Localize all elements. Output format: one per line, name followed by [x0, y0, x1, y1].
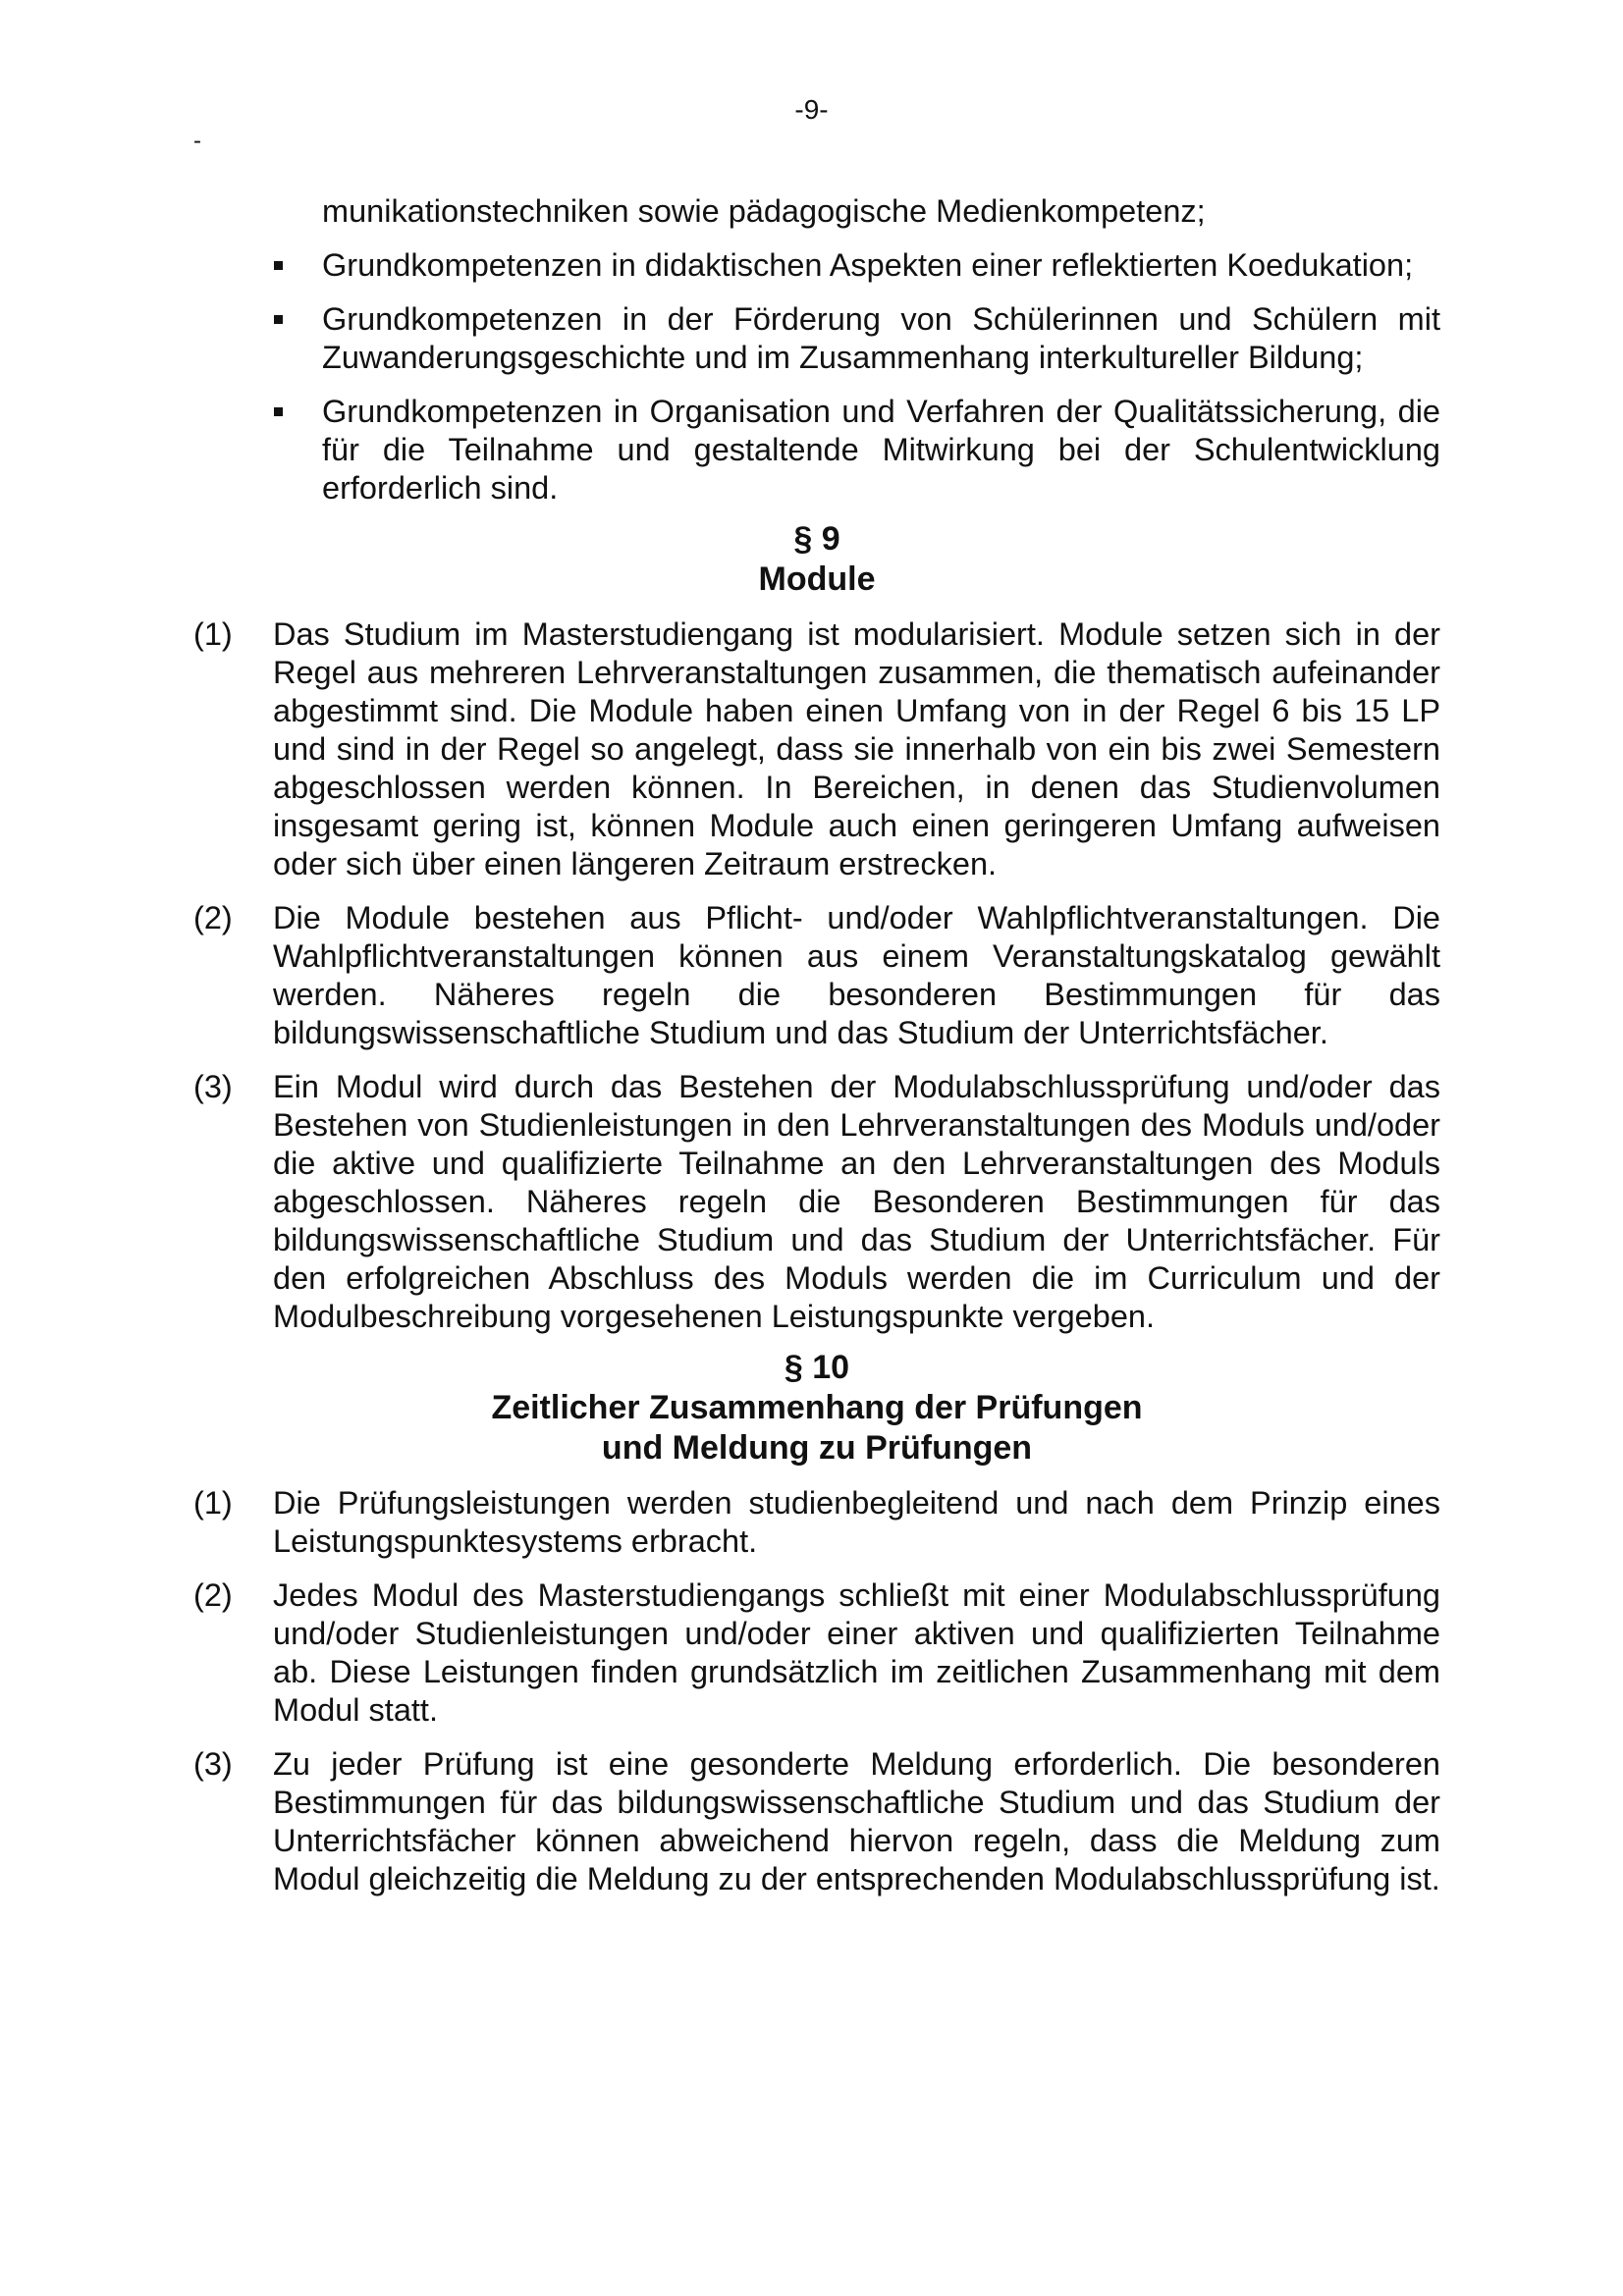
- paragraph-text: Zu jeder Prüfung ist eine gesonderte Meldung erforderlich. Die besonderen Bestimmungen für das bildungswissenschaftliche Studium und das Studium der Unterrichtsfächer können abweichend hiervon regeln, dass die Meldung zum Modul gleichzeitig die Meldung zu der entsprechenden Modulabschlussprüfung ist.: [273, 1746, 1440, 1896]
- list-item: [193, 393, 1440, 507]
- paragraph-10-1: [193, 1484, 1440, 1561]
- square-bullet-icon: [274, 261, 283, 270]
- list-item: [193, 300, 1440, 377]
- section-heading-9: [193, 519, 1440, 600]
- paragraph-10-3: [193, 1745, 1440, 1898]
- paragraph-text: Das Studium im Masterstudiengang ist modularisiert. Module setzen sich in der Regel aus mehreren Lehrveranstaltungen zusammen, die thematisch aufeinander abgestimmt sind. Die Module haben einen Umfang von in der Regel 6 bis 15 LP und sind in der Regel so angelegt, dass sie innerhalb von ein bis zwei Semestern abgeschlossen werden können. In Bereichen, in denen das Studienvolumen insgesamt gering ist, können Module auch einen geringeren Umfang aufweisen oder sich über einen längeren Zeitraum erstrecken.: [273, 616, 1440, 881]
- paragraph-number: (3): [193, 1069, 233, 1104]
- paragraph-text: Die Module bestehen aus Pflicht- und/oder Wahlpflichtveranstaltungen. Die Wahlpflichtveranstaltungen können aus einem Veranstaltungskatalog gewählt werden. Näheres regeln die besonderen Bestimmungen für das bildungswissenschaftliche Studium und das Studium der Unterrichtsfächer.: [273, 900, 1440, 1050]
- section-number: § 10: [784, 1349, 850, 1386]
- page-number: -9-: [794, 94, 829, 125]
- list-item-text: Grundkompetenzen in Organisation und Verfahren der Qualitätssicherung, die für die Teilnahme und gestaltende Mitwirkung bei der Schulentwicklung erforderlich sind.: [322, 394, 1440, 506]
- paragraph-9-3: [193, 1068, 1440, 1336]
- paragraph-number: (1): [193, 1485, 233, 1521]
- paragraph-9-2: [193, 899, 1440, 1052]
- list-item-text: Grundkompetenzen in der Förderung von Schülerinnen und Schülern mit Zuwanderungsgeschichte und im Zusammenhang interkultureller Bildung;: [322, 301, 1440, 375]
- section-number: § 9: [793, 520, 840, 558]
- list-item: [193, 246, 1440, 285]
- section-title-line-2: und Meldung zu Prüfungen: [601, 1429, 1033, 1467]
- paragraph-text: Ein Modul wird durch das Bestehen der Modulabschlussprüfung und/oder das Bestehen von Studienleistungen in den Lehrveranstaltungen des Moduls und/oder die aktive und qualifizierte Teilnahme an den Lehrveranstaltungen des Moduls abgeschlossen. Näheres regeln die Besonderen Bestimmungen für das bildungswissenschaftliche Studium und das Studium der Unterrichtsfächer. Für den erfolgreichen Abschluss des Moduls werden die im Curriculum und der Modulbeschreibung vorgesehenen Leistungspunkte vergeben.: [273, 1069, 1440, 1334]
- paragraph-number: (2): [193, 900, 233, 935]
- paragraph-number: (2): [193, 1577, 233, 1613]
- paragraph-text: Jedes Modul des Masterstudiengangs schließt mit einer Modulabschlussprüfung und/oder Studienleistungen und/oder einer aktiven und qualifizierten Teilnahme ab. Diese Leistungen finden grundsätzlich im zeitlichen Zusammenhang mit dem Modul statt.: [273, 1577, 1440, 1728]
- document-body: [193, 192, 1440, 1898]
- competency-list: [193, 246, 1440, 507]
- square-bullet-icon: [274, 407, 283, 416]
- continued-text: munikationstechniken sowie pädagogische Medienkompetenz;: [322, 193, 1206, 229]
- square-bullet-icon: [274, 315, 283, 324]
- paragraph-text: Die Prüfungsleistungen werden studienbegleitend und nach dem Prinzip eines Leistungspunktesystems erbracht.: [273, 1485, 1440, 1559]
- margin-mark: -: [193, 128, 201, 154]
- section-title-line-1: Zeitlicher Zusammenhang der Prüfungen: [491, 1389, 1143, 1426]
- section-heading-10: [193, 1348, 1440, 1468]
- paragraph-number: (1): [193, 616, 233, 652]
- section-title: Module: [758, 561, 876, 598]
- paragraph-number: (3): [193, 1746, 233, 1782]
- paragraph-10-2: [193, 1576, 1440, 1730]
- paragraph-9-1: [193, 615, 1440, 883]
- list-item-text: Grundkompetenzen in didaktischen Aspekten einer reflektierten Koedukation;: [322, 247, 1414, 283]
